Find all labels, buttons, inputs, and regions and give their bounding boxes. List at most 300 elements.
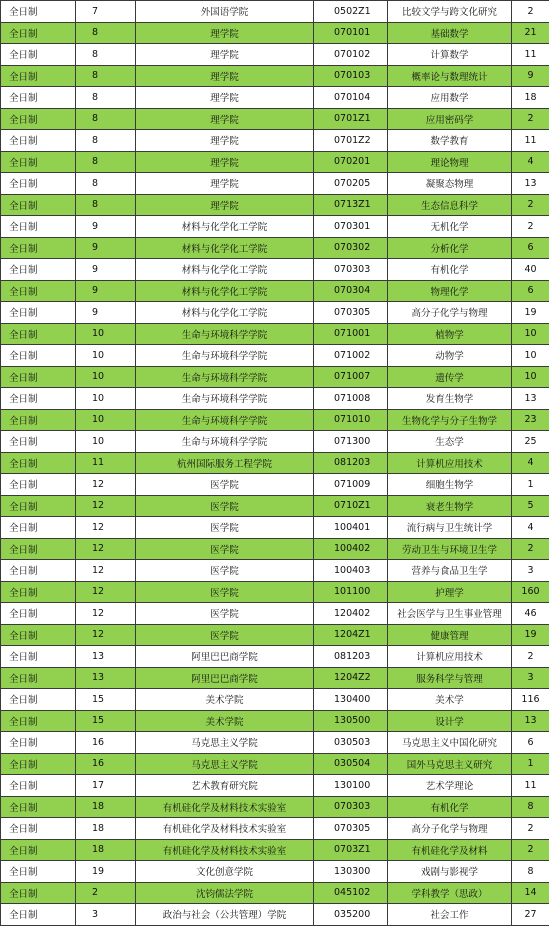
dept-number-cell: 2 [76, 882, 136, 904]
dept-name-cell: 理学院 [136, 108, 314, 130]
major-code-cell: 071300 [314, 431, 388, 453]
dept-number-cell: 9 [76, 259, 136, 281]
major-name-cell: 社会医学与卫生事业管理 [388, 603, 512, 625]
dept-name-cell: 生命与环境科学学院 [136, 323, 314, 345]
dept-name-cell: 艺术教育研究院 [136, 775, 314, 797]
table-row [1, 151, 549, 173]
dept-number-cell: 11 [76, 452, 136, 474]
major-name-cell: 比较文学与跨文化研究 [388, 1, 512, 23]
study-mode-cell: 全日制 [1, 345, 76, 367]
major-code-cell: 071008 [314, 388, 388, 410]
table-row [1, 280, 549, 302]
dept-name-cell: 医学院 [136, 603, 314, 625]
dept-number-cell: 7 [76, 1, 136, 23]
quota-cell: 11 [512, 44, 549, 66]
major-name-cell: 劳动卫生与环境卫生学 [388, 538, 512, 560]
table-row [1, 323, 549, 345]
table-row [1, 87, 549, 109]
major-code-cell: 030504 [314, 753, 388, 775]
dept-number-cell: 16 [76, 732, 136, 754]
study-mode-cell: 全日制 [1, 431, 76, 453]
quota-cell: 2 [512, 818, 549, 840]
dept-name-cell: 医学院 [136, 474, 314, 496]
study-mode-cell: 全日制 [1, 259, 76, 281]
study-mode-cell: 全日制 [1, 839, 76, 861]
study-mode-cell: 全日制 [1, 603, 76, 625]
study-mode-cell: 全日制 [1, 216, 76, 238]
table-row [1, 366, 549, 388]
study-mode-cell: 全日制 [1, 302, 76, 324]
table-row [1, 624, 549, 646]
dept-number-cell: 12 [76, 581, 136, 603]
major-name-cell: 国外马克思主义研究 [388, 753, 512, 775]
major-name-cell: 戏剧与影视学 [388, 861, 512, 883]
dept-number-cell: 10 [76, 366, 136, 388]
dept-name-cell: 理学院 [136, 22, 314, 44]
major-name-cell: 生物化学与分子生物学 [388, 409, 512, 431]
study-mode-cell: 全日制 [1, 882, 76, 904]
dept-name-cell: 理学院 [136, 173, 314, 195]
dept-number-cell: 8 [76, 194, 136, 216]
major-name-cell: 计算数学 [388, 44, 512, 66]
dept-name-cell: 医学院 [136, 495, 314, 517]
table-row [1, 302, 549, 324]
major-code-cell: 070303 [314, 259, 388, 281]
major-name-cell: 马克思主义中国化研究 [388, 732, 512, 754]
table-row [1, 861, 549, 883]
major-name-cell: 计算机应用技术 [388, 452, 512, 474]
study-mode-cell: 全日制 [1, 44, 76, 66]
quota-cell: 6 [512, 732, 549, 754]
major-name-cell: 学科教学（思政） [388, 882, 512, 904]
quota-cell: 2 [512, 108, 549, 130]
dept-name-cell: 医学院 [136, 538, 314, 560]
table-row [1, 1, 549, 23]
major-code-cell: 030503 [314, 732, 388, 754]
dept-number-cell: 8 [76, 22, 136, 44]
quota-cell: 10 [512, 345, 549, 367]
dept-number-cell: 13 [76, 667, 136, 689]
table-row [1, 22, 549, 44]
major-name-cell: 应用密码学 [388, 108, 512, 130]
quota-cell: 46 [512, 603, 549, 625]
dept-number-cell: 18 [76, 796, 136, 818]
major-name-cell: 有机硅化学及材料 [388, 839, 512, 861]
dept-number-cell: 18 [76, 818, 136, 840]
dept-number-cell: 8 [76, 130, 136, 152]
dept-name-cell: 政治与社会（公共管理）学院 [136, 904, 314, 926]
study-mode-cell: 全日制 [1, 560, 76, 582]
major-name-cell: 分析化学 [388, 237, 512, 259]
quota-cell: 11 [512, 775, 549, 797]
major-name-cell: 流行病与卫生统计学 [388, 517, 512, 539]
dept-name-cell: 医学院 [136, 624, 314, 646]
quota-cell: 1 [512, 753, 549, 775]
study-mode-cell: 全日制 [1, 151, 76, 173]
table-row [1, 237, 549, 259]
table-row [1, 173, 549, 195]
major-code-cell: 081203 [314, 452, 388, 474]
major-code-cell: 0703Z1 [314, 839, 388, 861]
dept-name-cell: 生命与环境科学学院 [136, 388, 314, 410]
study-mode-cell: 全日制 [1, 689, 76, 711]
table-row [1, 474, 549, 496]
table-row [1, 44, 549, 66]
major-code-cell: 120402 [314, 603, 388, 625]
dept-name-cell: 材料与化学化工学院 [136, 216, 314, 238]
dept-name-cell: 生命与环境科学学院 [136, 409, 314, 431]
table-row [1, 904, 549, 926]
dept-number-cell: 8 [76, 173, 136, 195]
major-code-cell: 0713Z1 [314, 194, 388, 216]
major-code-cell: 130300 [314, 861, 388, 883]
table-row [1, 345, 549, 367]
quota-cell: 3 [512, 560, 549, 582]
study-mode-cell: 全日制 [1, 173, 76, 195]
table-row [1, 409, 549, 431]
quota-cell: 5 [512, 495, 549, 517]
dept-name-cell: 理学院 [136, 44, 314, 66]
study-mode-cell: 全日制 [1, 624, 76, 646]
major-code-cell: 130400 [314, 689, 388, 711]
major-code-cell: 071010 [314, 409, 388, 431]
major-code-cell: 130100 [314, 775, 388, 797]
quota-cell: 13 [512, 710, 549, 732]
major-code-cell: 070104 [314, 87, 388, 109]
dept-number-cell: 19 [76, 861, 136, 883]
study-mode-cell: 全日制 [1, 710, 76, 732]
major-code-cell: 081203 [314, 646, 388, 668]
major-name-cell: 艺术学理论 [388, 775, 512, 797]
major-code-cell: 070304 [314, 280, 388, 302]
quota-cell: 18 [512, 87, 549, 109]
dept-name-cell: 医学院 [136, 581, 314, 603]
major-code-cell: 101100 [314, 581, 388, 603]
dept-number-cell: 10 [76, 345, 136, 367]
quota-cell: 9 [512, 65, 549, 87]
quota-cell: 8 [512, 861, 549, 883]
major-code-cell: 0502Z1 [314, 1, 388, 23]
dept-number-cell: 12 [76, 538, 136, 560]
dept-number-cell: 10 [76, 323, 136, 345]
quota-cell: 6 [512, 237, 549, 259]
quota-cell: 6 [512, 280, 549, 302]
study-mode-cell: 全日制 [1, 1, 76, 23]
study-mode-cell: 全日制 [1, 280, 76, 302]
table-row [1, 259, 549, 281]
dept-number-cell: 9 [76, 302, 136, 324]
dept-name-cell: 医学院 [136, 517, 314, 539]
quota-cell: 10 [512, 366, 549, 388]
study-mode-cell: 全日制 [1, 775, 76, 797]
major-name-cell: 植物学 [388, 323, 512, 345]
dept-number-cell: 3 [76, 904, 136, 926]
dept-number-cell: 12 [76, 517, 136, 539]
major-name-cell: 高分子化学与物理 [388, 818, 512, 840]
quota-cell: 1 [512, 474, 549, 496]
major-name-cell: 无机化学 [388, 216, 512, 238]
major-code-cell: 070301 [314, 216, 388, 238]
major-code-cell: 070103 [314, 65, 388, 87]
dept-number-cell: 10 [76, 431, 136, 453]
major-name-cell: 设计学 [388, 710, 512, 732]
table-row [1, 130, 549, 152]
dept-number-cell: 17 [76, 775, 136, 797]
dept-name-cell: 马克思主义学院 [136, 732, 314, 754]
table-row [1, 216, 549, 238]
quota-cell: 27 [512, 904, 549, 926]
major-name-cell: 营养与食品卫生学 [388, 560, 512, 582]
quota-cell: 2 [512, 1, 549, 23]
study-mode-cell: 全日制 [1, 409, 76, 431]
study-mode-cell: 全日制 [1, 22, 76, 44]
quota-cell: 2 [512, 538, 549, 560]
dept-number-cell: 13 [76, 646, 136, 668]
dept-name-cell: 生命与环境科学学院 [136, 431, 314, 453]
major-name-cell: 基础数学 [388, 22, 512, 44]
table-row [1, 646, 549, 668]
study-mode-cell: 全日制 [1, 452, 76, 474]
major-code-cell: 070201 [314, 151, 388, 173]
table-row [1, 517, 549, 539]
major-name-cell: 动物学 [388, 345, 512, 367]
dept-name-cell: 理学院 [136, 194, 314, 216]
dept-name-cell: 美术学院 [136, 689, 314, 711]
major-name-cell: 有机化学 [388, 796, 512, 818]
major-code-cell: 070305 [314, 302, 388, 324]
dept-name-cell: 阿里巴巴商学院 [136, 646, 314, 668]
study-mode-cell: 全日制 [1, 108, 76, 130]
major-name-cell: 有机化学 [388, 259, 512, 281]
study-mode-cell: 全日制 [1, 796, 76, 818]
major-name-cell: 概率论与数理统计 [388, 65, 512, 87]
dept-number-cell: 9 [76, 216, 136, 238]
table-row [1, 431, 549, 453]
dept-name-cell: 理学院 [136, 130, 314, 152]
major-code-cell: 0701Z2 [314, 130, 388, 152]
major-code-cell: 100402 [314, 538, 388, 560]
major-code-cell: 070102 [314, 44, 388, 66]
major-code-cell: 0701Z1 [314, 108, 388, 130]
dept-name-cell: 医学院 [136, 560, 314, 582]
major-name-cell: 服务科学与管理 [388, 667, 512, 689]
dept-name-cell: 外国语学院 [136, 1, 314, 23]
dept-number-cell: 16 [76, 753, 136, 775]
major-name-cell: 计算机应用技术 [388, 646, 512, 668]
study-mode-cell: 全日制 [1, 65, 76, 87]
table-row [1, 538, 549, 560]
table-row [1, 495, 549, 517]
quota-cell: 2 [512, 216, 549, 238]
study-mode-cell: 全日制 [1, 474, 76, 496]
major-name-cell: 生态学 [388, 431, 512, 453]
study-mode-cell: 全日制 [1, 237, 76, 259]
quota-cell: 21 [512, 22, 549, 44]
dept-name-cell: 生命与环境科学学院 [136, 345, 314, 367]
dept-name-cell: 材料与化学化工学院 [136, 237, 314, 259]
table-row [1, 603, 549, 625]
study-mode-cell: 全日制 [1, 646, 76, 668]
dept-number-cell: 18 [76, 839, 136, 861]
table-row [1, 108, 549, 130]
major-code-cell: 130500 [314, 710, 388, 732]
major-name-cell: 遗传学 [388, 366, 512, 388]
dept-number-cell: 12 [76, 474, 136, 496]
major-code-cell: 071007 [314, 366, 388, 388]
dept-number-cell: 15 [76, 689, 136, 711]
dept-name-cell: 文化创意学院 [136, 861, 314, 883]
quota-cell: 4 [512, 151, 549, 173]
study-mode-cell: 全日制 [1, 818, 76, 840]
quota-cell: 116 [512, 689, 549, 711]
dept-name-cell: 有机硅化学及材料技术实验室 [136, 839, 314, 861]
quota-cell: 23 [512, 409, 549, 431]
dept-name-cell: 材料与化学化工学院 [136, 302, 314, 324]
table-row [1, 753, 549, 775]
study-mode-cell: 全日制 [1, 194, 76, 216]
quota-cell: 19 [512, 302, 549, 324]
study-mode-cell: 全日制 [1, 87, 76, 109]
dept-number-cell: 9 [76, 237, 136, 259]
dept-number-cell: 15 [76, 710, 136, 732]
dept-name-cell: 马克思主义学院 [136, 753, 314, 775]
quota-cell: 2 [512, 194, 549, 216]
dept-name-cell: 理学院 [136, 65, 314, 87]
major-name-cell: 凝聚态物理 [388, 173, 512, 195]
major-name-cell: 物理化学 [388, 280, 512, 302]
study-mode-cell: 全日制 [1, 753, 76, 775]
table-row [1, 818, 549, 840]
quota-cell: 19 [512, 624, 549, 646]
major-code-cell: 0710Z1 [314, 495, 388, 517]
study-mode-cell: 全日制 [1, 388, 76, 410]
major-code-cell: 071002 [314, 345, 388, 367]
table-row [1, 839, 549, 861]
major-name-cell: 美术学 [388, 689, 512, 711]
quota-cell: 3 [512, 667, 549, 689]
dept-number-cell: 8 [76, 151, 136, 173]
study-mode-cell: 全日制 [1, 861, 76, 883]
study-mode-cell: 全日制 [1, 667, 76, 689]
dept-name-cell: 理学院 [136, 87, 314, 109]
table-row [1, 667, 549, 689]
study-mode-cell: 全日制 [1, 366, 76, 388]
major-name-cell: 细胞生物学 [388, 474, 512, 496]
quota-cell: 160 [512, 581, 549, 603]
dept-number-cell: 8 [76, 108, 136, 130]
dept-name-cell: 美术学院 [136, 710, 314, 732]
major-name-cell: 发育生物学 [388, 388, 512, 410]
major-code-cell: 035200 [314, 904, 388, 926]
study-mode-cell: 全日制 [1, 904, 76, 926]
dept-number-cell: 10 [76, 388, 136, 410]
major-name-cell: 高分子化学与物理 [388, 302, 512, 324]
major-code-cell: 100403 [314, 560, 388, 582]
dept-number-cell: 8 [76, 65, 136, 87]
table-row [1, 388, 549, 410]
major-code-cell: 1204Z1 [314, 624, 388, 646]
major-name-cell: 数学教育 [388, 130, 512, 152]
quota-cell: 2 [512, 646, 549, 668]
study-mode-cell: 全日制 [1, 130, 76, 152]
dept-number-cell: 8 [76, 44, 136, 66]
major-name-cell: 健康管理 [388, 624, 512, 646]
table-row [1, 65, 549, 87]
table-row [1, 732, 549, 754]
dept-number-cell: 12 [76, 560, 136, 582]
table-row [1, 689, 549, 711]
table-row [1, 796, 549, 818]
table-row [1, 710, 549, 732]
study-mode-cell: 全日制 [1, 732, 76, 754]
study-mode-cell: 全日制 [1, 323, 76, 345]
major-code-cell: 071001 [314, 323, 388, 345]
dept-name-cell: 有机硅化学及材料技术实验室 [136, 818, 314, 840]
dept-name-cell: 阿里巴巴商学院 [136, 667, 314, 689]
quota-cell: 14 [512, 882, 549, 904]
quota-cell: 4 [512, 517, 549, 539]
major-name-cell: 社会工作 [388, 904, 512, 926]
major-code-cell: 070305 [314, 818, 388, 840]
quota-cell: 40 [512, 259, 549, 281]
quota-cell: 2 [512, 839, 549, 861]
study-mode-cell: 全日制 [1, 495, 76, 517]
table-row [1, 581, 549, 603]
dept-number-cell: 12 [76, 603, 136, 625]
major-code-cell: 070302 [314, 237, 388, 259]
major-name-cell: 生态信息科学 [388, 194, 512, 216]
quota-cell: 4 [512, 452, 549, 474]
study-mode-cell: 全日制 [1, 517, 76, 539]
dept-number-cell: 9 [76, 280, 136, 302]
major-code-cell: 100401 [314, 517, 388, 539]
major-code-cell: 045102 [314, 882, 388, 904]
major-code-cell: 1204Z2 [314, 667, 388, 689]
table-row [1, 560, 549, 582]
table-row [1, 452, 549, 474]
quota-cell: 11 [512, 130, 549, 152]
dept-name-cell: 有机硅化学及材料技术实验室 [136, 796, 314, 818]
major-code-cell: 070101 [314, 22, 388, 44]
dept-name-cell: 杭州国际服务工程学院 [136, 452, 314, 474]
dept-name-cell: 生命与环境科学学院 [136, 366, 314, 388]
table-row [1, 882, 549, 904]
study-mode-cell: 全日制 [1, 581, 76, 603]
dept-number-cell: 8 [76, 87, 136, 109]
quota-cell: 25 [512, 431, 549, 453]
quota-cell: 8 [512, 796, 549, 818]
study-mode-cell: 全日制 [1, 538, 76, 560]
table-row [1, 194, 549, 216]
quota-cell: 13 [512, 173, 549, 195]
dept-name-cell: 材料与化学化工学院 [136, 259, 314, 281]
major-name-cell: 应用数学 [388, 87, 512, 109]
dept-name-cell: 理学院 [136, 151, 314, 173]
major-code-cell: 071009 [314, 474, 388, 496]
major-code-cell: 070303 [314, 796, 388, 818]
dept-number-cell: 12 [76, 495, 136, 517]
table-row [1, 775, 549, 797]
dept-name-cell: 材料与化学化工学院 [136, 280, 314, 302]
major-name-cell: 护理学 [388, 581, 512, 603]
major-code-cell: 070205 [314, 173, 388, 195]
quota-cell: 13 [512, 388, 549, 410]
enrollment-table-body [1, 1, 549, 926]
quota-cell: 10 [512, 323, 549, 345]
dept-name-cell: 沈钧儒法学院 [136, 882, 314, 904]
dept-number-cell: 12 [76, 624, 136, 646]
major-name-cell: 衰老生物学 [388, 495, 512, 517]
